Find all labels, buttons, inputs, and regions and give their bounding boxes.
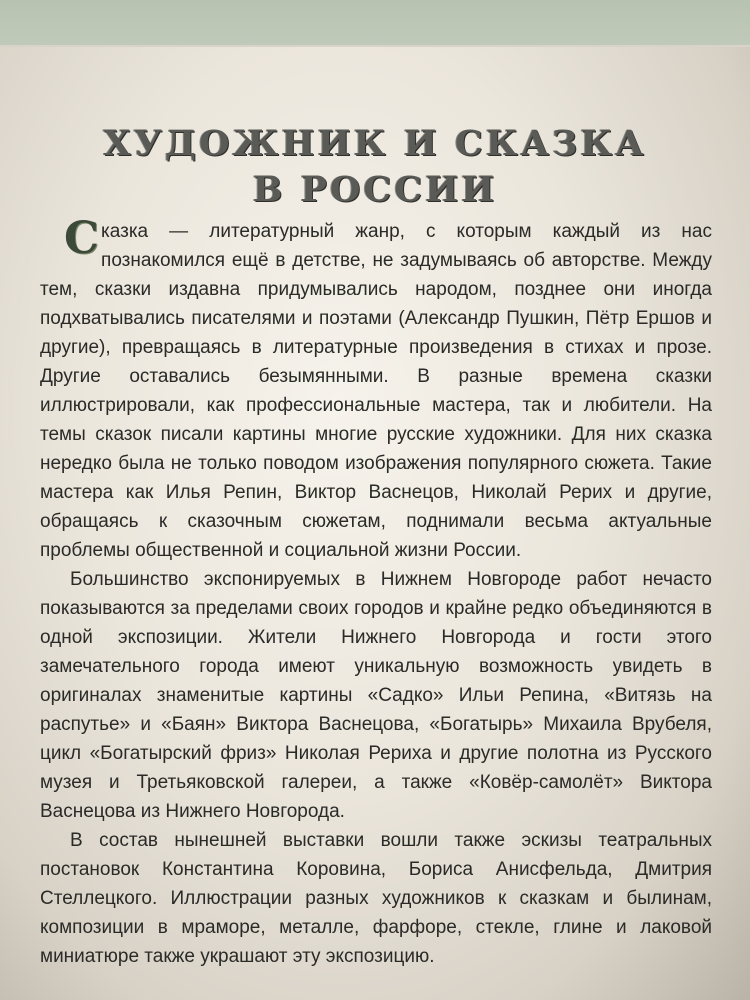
drop-cap-letter: С [64, 213, 100, 264]
title-line-1: ХУДОЖНИК И СКАЗКА [103, 123, 647, 165]
panel-top-edge [0, 45, 750, 47]
paragraph-1-text: казка — литературный жанр, с которым каждый из нас познакомился ещё в детстве, не задумываясь об авторстве. Между тем, сказки издавна придумывались народом, позднее они иногда подхватывались писателями и поэтами (Александр Пушкин, Пётр Ершов и другие), превращаясь в литературные произведения в стихах и прозе. Другие оставались безымянными. В разные времена сказки иллюстрировали, как профессиональные мастера, так и любители. На темы сказок писали картины многие русские художники. Для них сказка нередко была не только поводом изображения популярного сюжета. Такие мастера как Илья Репин, Виктор Васнецов, Николай Рерих и другие, обращаясь к сказочным сюжетам, поднимали весьма актуальные проблемы общественной и социальной жизни России. [40, 221, 712, 561]
exhibition-text [40, 213, 712, 971]
paragraph-2: Большинство экспонируемых в Нижнем Новгороде работ нечасто показываются за пределами своих городов и крайне редко объединяются в одной экспозиции. Жители Нижнего Новгорода и гости этого замечательного города имеют уникальную возможность увидеть в оригиналах знаменитые картины «Садко» Ильи Репина, «Витязь на распутье» и «Баян» Виктора Васнецова, «Богатырь» Михаила Врубеля, цикл «Богатырский фриз» Николая Рериха и другие полотна из Русского музея и Третьяковской галереи, а также «Ковёр-самолёт» Виктора Васнецова из Нижнего Новгорода. [40, 569, 712, 822]
title-line-2: В РОССИИ [252, 169, 498, 211]
paragraph-3: В состав нынешней выставки вошли также эскизы театральных постановок Константина Коровина, Бориса Анисфельда, Дмитрия Стеллецкого. Иллюстрации разных художников к сказкам и былинам, композиции в мраморе, металле, фарфоре, стекле, глине и лаковой миниатюре также украшают эту экспозицию. [40, 830, 712, 967]
paragraph-1 [40, 213, 712, 565]
page-title [60, 121, 690, 213]
